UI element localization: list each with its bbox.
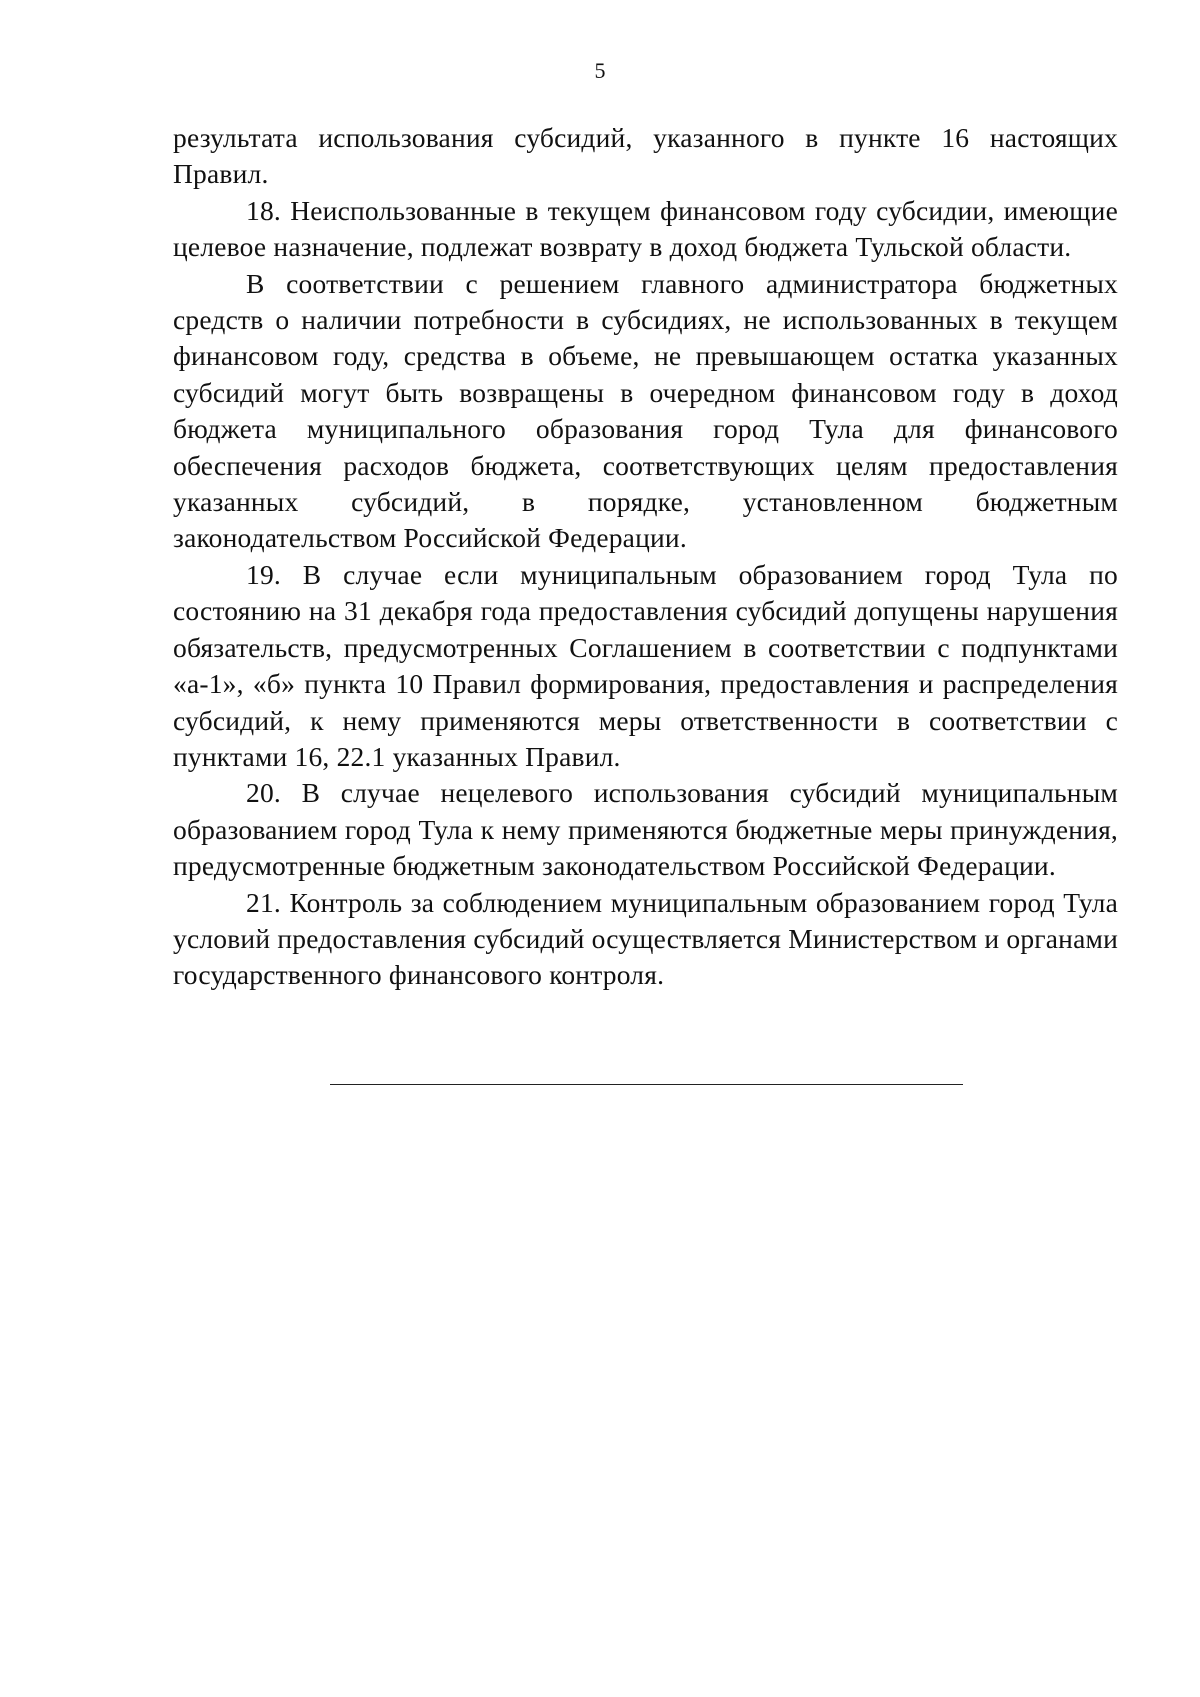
end-of-document-rule [330, 1084, 963, 1085]
paragraph-continuation: результата использования субсидий, указанного в пункте 16 настоящих Правил. [173, 122, 1118, 190]
page-number: 5 [594, 58, 606, 83]
document-body [173, 120, 1118, 994]
paragraph-21: 21. Контроль за соблюдением муниципальным образованием город Тула условий предоставления субсидий осуществляется Министерством и органами государственного финансового контроля. [173, 886, 1118, 991]
paragraph-18-budget-return: В соответствии с решением главного администратора бюджетных средств о наличии потребности в субсидиях, не использованных в текущем финансовом году, средства в объеме, не превышающем остатка указанных субсидий могут быть возвращены в очередном финансовом году в доход бюджета муниципального образования город Тула для финансового обеспечения расходов бюджета, соответствующих целям предоставления указанных субсидий, в порядке, установленном бюджетным законодательством Российской Федерации. [173, 267, 1118, 554]
paragraph-20: 20. В случае нецелевого использования субсидий муниципальным образованием город Тула к нему применяются бюджетные меры принуждения, предусмотренные бюджетным законодательством Российской Федерации. [173, 777, 1118, 882]
paragraph-18: 18. Неиспользованные в текущем финансовом году субсидии, имеющие целевое назначение, подлежат возврату в доход бюджета Тульской области. [173, 194, 1118, 263]
paragraph-19: 19. В случае если муниципальным образованием город Тула по состоянию на 31 декабря года предоставления субсидий допущены нарушения обязательств, предусмотренных Соглашением в соответствии с подпунктами «а-1», «б» пункта 10 Правил формирования, предоставления и распределения субсидий, к нему применяются меры ответственности в соответствии с пунктами 16, 22.1 указанных Правил. [173, 558, 1118, 772]
